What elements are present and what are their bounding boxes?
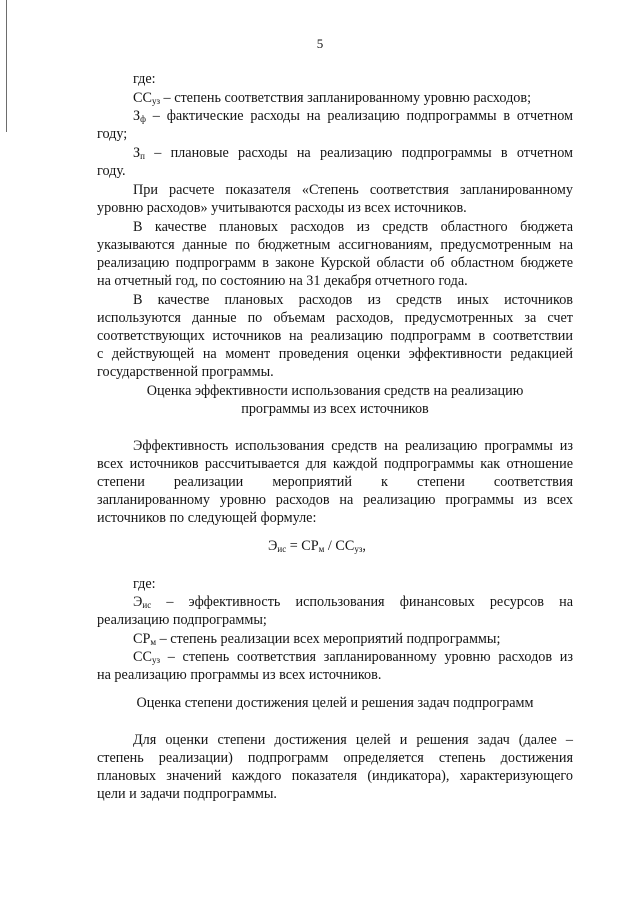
paragraph-line: указываются данные по бюджетным ассигнованиям, предусмотренным на	[97, 237, 573, 253]
page-number: 5	[316, 36, 324, 51]
paragraph-line: источников по следующей формуле:	[97, 510, 317, 526]
section-heading: Оценка степени достижения целей и решения задач подпрограмм	[136, 695, 534, 711]
paragraph-line: Эффективность использования средств на реализацию программы из	[133, 438, 573, 454]
paragraph-line: используются данные по объемам расходов, предусмотренных за счет	[97, 310, 573, 326]
definition-z-p-cont: году.	[97, 163, 126, 179]
paragraph-line: уровню расходов» учитываются расходы из всех источников.	[97, 200, 467, 216]
paragraph-line: запланированному уровню расходов на реализацию программы из всех	[97, 492, 573, 508]
paragraph-line: В качестве плановых расходов из средств областного бюджета	[133, 219, 573, 235]
paragraph-line: цели и задачи подпрограммы.	[97, 786, 277, 802]
definition-z-f: $З_ф$ – фактические расходы на реализацию подпрограммы в отчетном	[133, 108, 573, 124]
paragraph-line: плановых значений каждого показателя (индикатора), характеризующего	[97, 768, 573, 784]
paragraph-line: на отчетный год, по состоянию на 31 декабря отчетного года.	[97, 273, 468, 289]
paragraph-line: степень реализации) подпрограмм определяется степень достижения	[97, 750, 573, 766]
section-heading: Оценка эффективности использования средств на реализацию	[146, 383, 524, 399]
definition-sr-m: $СР_м$ – степень реализации всех мероприятий подпрограммы;	[133, 631, 501, 647]
definition-e-is-cont: реализацию подпрограммы;	[97, 612, 267, 628]
paragraph-line: В качестве плановых расходов из средств иных источников	[133, 292, 573, 308]
formula: $Э_{ис} = СР_м / СС_{уз}$,	[268, 538, 366, 554]
definition-z-p: $З_п$ – плановые расходы на реализацию подпрограммы в отчетном	[133, 145, 573, 161]
paragraph-line: с действующей на момент проведения оценки эффективности редакцией	[97, 346, 573, 362]
paragraph-line: При расчете показателя «Степень соответствия запланированному	[133, 182, 573, 198]
definition-e-is: $Э_{ис}$ – эффективность использования финансовых ресурсов на	[133, 594, 573, 610]
where-label: где:	[133, 576, 156, 592]
paragraph-line: реализацию подпрограмм в законе Курской области об областном бюджете	[97, 255, 573, 271]
where-label: где:	[133, 71, 156, 87]
section-heading: программы из всех источников	[241, 401, 429, 417]
paragraph-line: Для оценки степени достижения целей и решения задач (далее –	[133, 732, 573, 748]
definition-ss-uz: $СС_{уз}$ – степень соответствия запланированному уровню расходов;	[133, 90, 532, 106]
definition-z-f-cont: году;	[97, 126, 128, 142]
paragraph-line: государственной программы.	[97, 364, 274, 380]
definition-ss-uz-2: $СС_{уз}$ – степень соответствия запланированному уровню расходов из	[133, 649, 573, 665]
scan-edge-line	[6, 0, 7, 132]
paragraph-line: степени реализации мероприятий к степени соответствия	[97, 474, 573, 490]
paragraph-line: соответствующих источников на реализацию подпрограмм в соответствии	[97, 328, 573, 344]
definition-ss-uz-2-cont: на реализацию программы из всех источников.	[97, 667, 382, 683]
paragraph-line: всех источников рассчитывается для каждой подпрограммы как отношение	[97, 456, 573, 472]
